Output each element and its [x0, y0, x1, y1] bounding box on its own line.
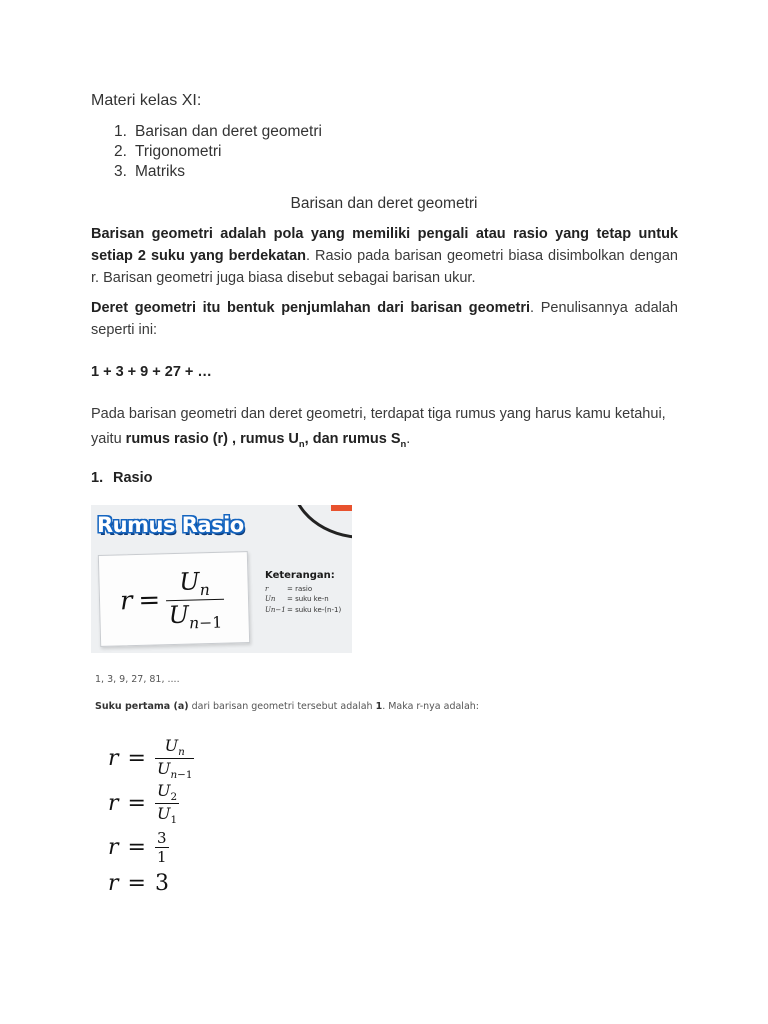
paragraph-barisan: Barisan geometri adalah pola yang memiliki pengali atau rasio yang tetap untuk setiap 2 suku yang berdekatan. Rasio pada barisan geometri biasa disimbolkan dengan r. Barisan geometri juga biasa disebut sebagai barisan ukur. — [91, 226, 678, 286]
materi-list — [91, 122, 322, 182]
list-item: 3. Matriks — [114, 163, 185, 180]
rumus-rasio-card — [91, 505, 352, 653]
rasio-heading: 1. Rasio — [91, 470, 153, 486]
paragraph-rumus: Pada barisan geometri dan deret geometri, terdapat tiga rumus yang harus kamu ketahui, yaitu rumus rasio (r) , rumus $U_n$, dan rumus $S_n$. — [91, 406, 666, 449]
step-2: r = $\frac{U_2}{U_1}$ — [108, 781, 178, 827]
series-example: 1 + 3 + 9 + 27 + … — [91, 364, 212, 380]
card-badge: Rumus Rasio — [97, 513, 244, 537]
list-item: 2. Trigonometri — [114, 143, 222, 160]
intro-heading: Materi kelas XI: — [91, 92, 202, 109]
keterangan-box: Keterangan: r = rasio Un = suku ke-n Un−1= suku ke-(n-1) — [265, 570, 342, 614]
example-sequence: 1, 3, 9, 27, 81, .... — [95, 674, 180, 685]
decorative-stripe — [331, 505, 352, 511]
step-1: r = $\frac{U_n}{U_{n-1}}$ — [108, 736, 193, 782]
section-title: Barisan dan deret geometri — [290, 195, 478, 212]
list-item: 1. Barisan dan deret geometri — [114, 123, 322, 140]
formula-paper: r = $\frac{U_n}{U_{n-1}}$ — [98, 551, 250, 647]
step-4: r = 3 — [108, 871, 169, 896]
step-3: r = $\frac{3}{1}$ — [108, 829, 167, 866]
example-text: Suku pertama (a) dari barisan geometri tersebut adalah 1. Maka r-nya adalah: — [95, 701, 479, 712]
paragraph-deret: Deret geometri itu bentuk penjumlahan dari barisan geometri. Penulisannya adalah seperti ini: — [91, 300, 678, 338]
